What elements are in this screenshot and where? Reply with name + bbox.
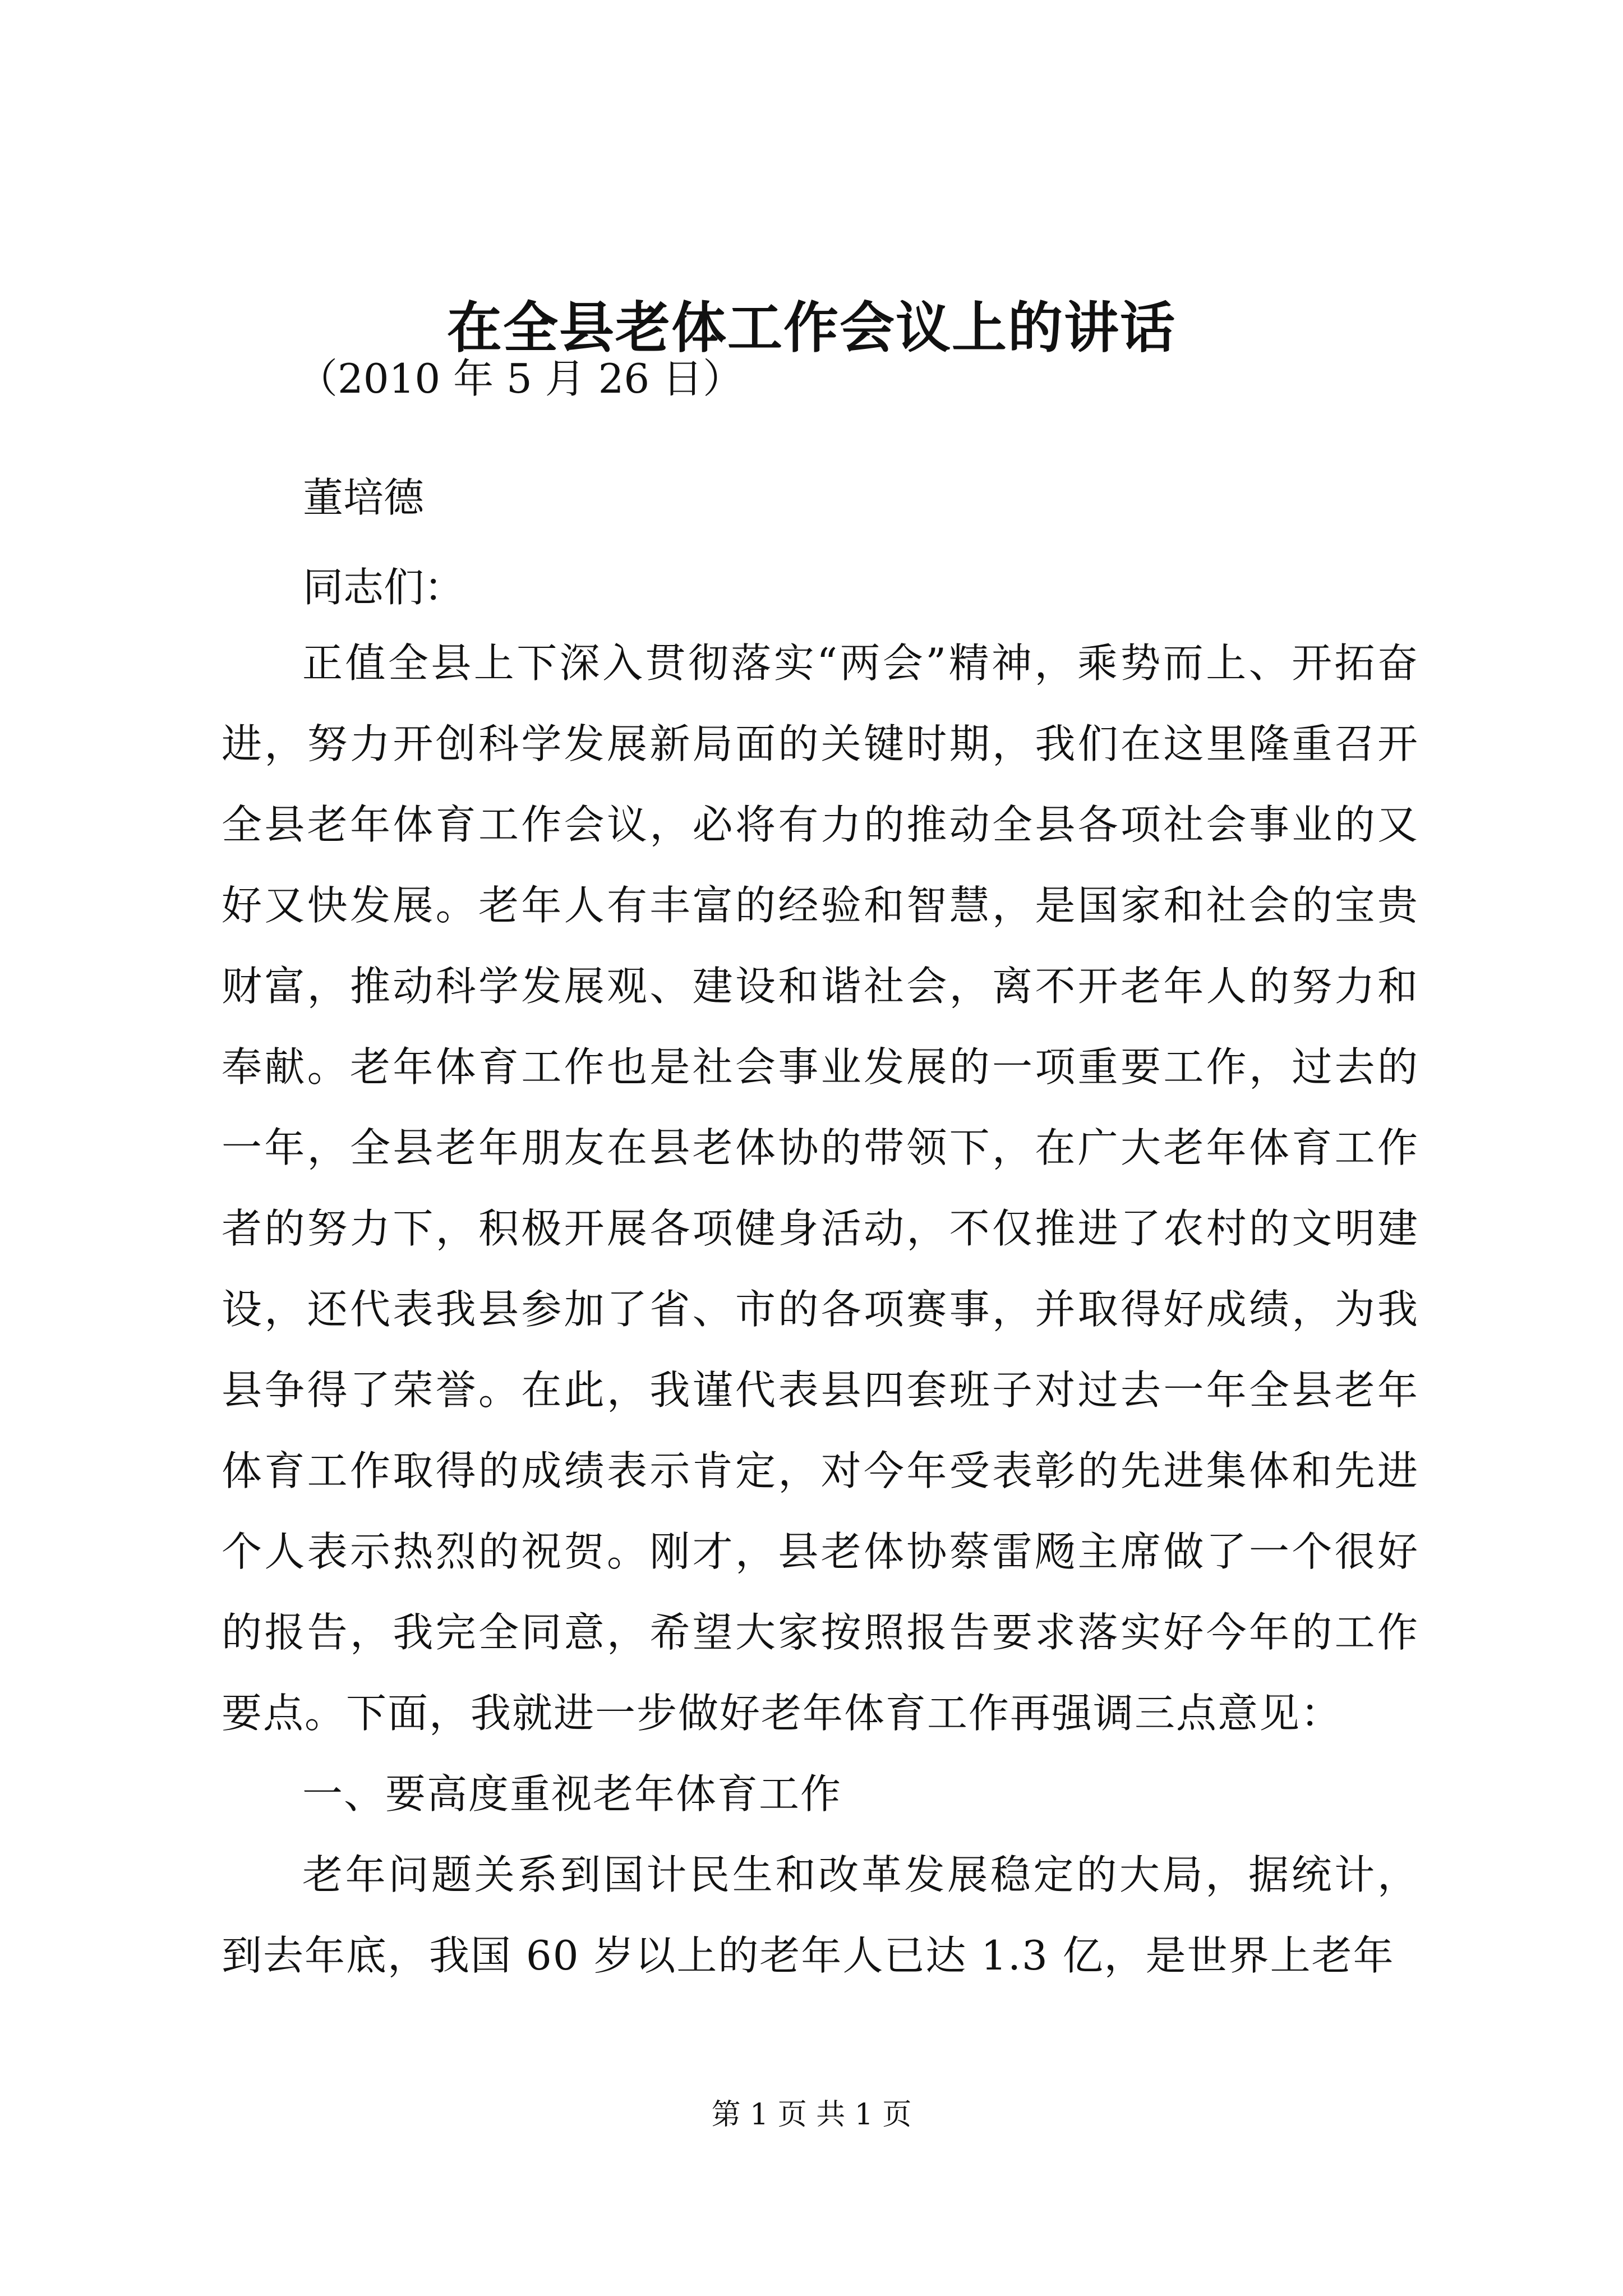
body-paragraph: 正值全县上下深入贯彻落实“两会”精神，乘势而上、开拓奋进，努力开创科学发展新局面的关键时期，我们在这里隆重召开全县老年体育工作会议，必将有力的推动全县各项社会事业的又好又快发展。老年人有丰富的经验和智慧，是国家和社会的宝贵财富，推动科学发展观、建设和谐社会，离不开老年人的努力和奉献。老年体育工作也是社会事业发展的一项重要工作，过去的一年，全县老年朋友在县老体协的带领下，在广大老年体育工作者的努力下，积极开展各项健身活动，不仅推进了农村的文明建设，还代表我县参加了省、市的各项赛事，并取得好成绩，为我县争得了荣誉。在此，我谨代表县四套班子对过去一年全县老年体育工作取得的成绩表示肯定，对今年受表彰的先进集体和先进个人表示热烈的祝贺。刚才，县老体协蔡雷飏主席做了一个很好的报告，我完全同意，希望大家按照报告要求落实好今年的工作要点。下面，我就进一步做好老年体育工作再强调三点意见：: [222, 639, 1419, 1737]
page-footer: 第 1 页 共 1 页: [711, 2098, 912, 2132]
speaker-name: 董培德: [303, 474, 425, 521]
salutation: 同志们：: [303, 564, 465, 611]
section-heading: 一、要高度重视老年体育工作: [302, 1770, 842, 1818]
body-paragraph: 老年问题关系到国计民生和改革发展稳定的大局，据统计，到去年底，我国 60 岁以上的老年人已达 1.3 亿，是世界上老年: [222, 1851, 1419, 1979]
document-body: [222, 623, 1419, 1996]
speech-date: （2010 年 5 月 26 日）: [297, 355, 744, 402]
document-title: 在全县老体工作会议上的讲话: [446, 296, 1176, 360]
